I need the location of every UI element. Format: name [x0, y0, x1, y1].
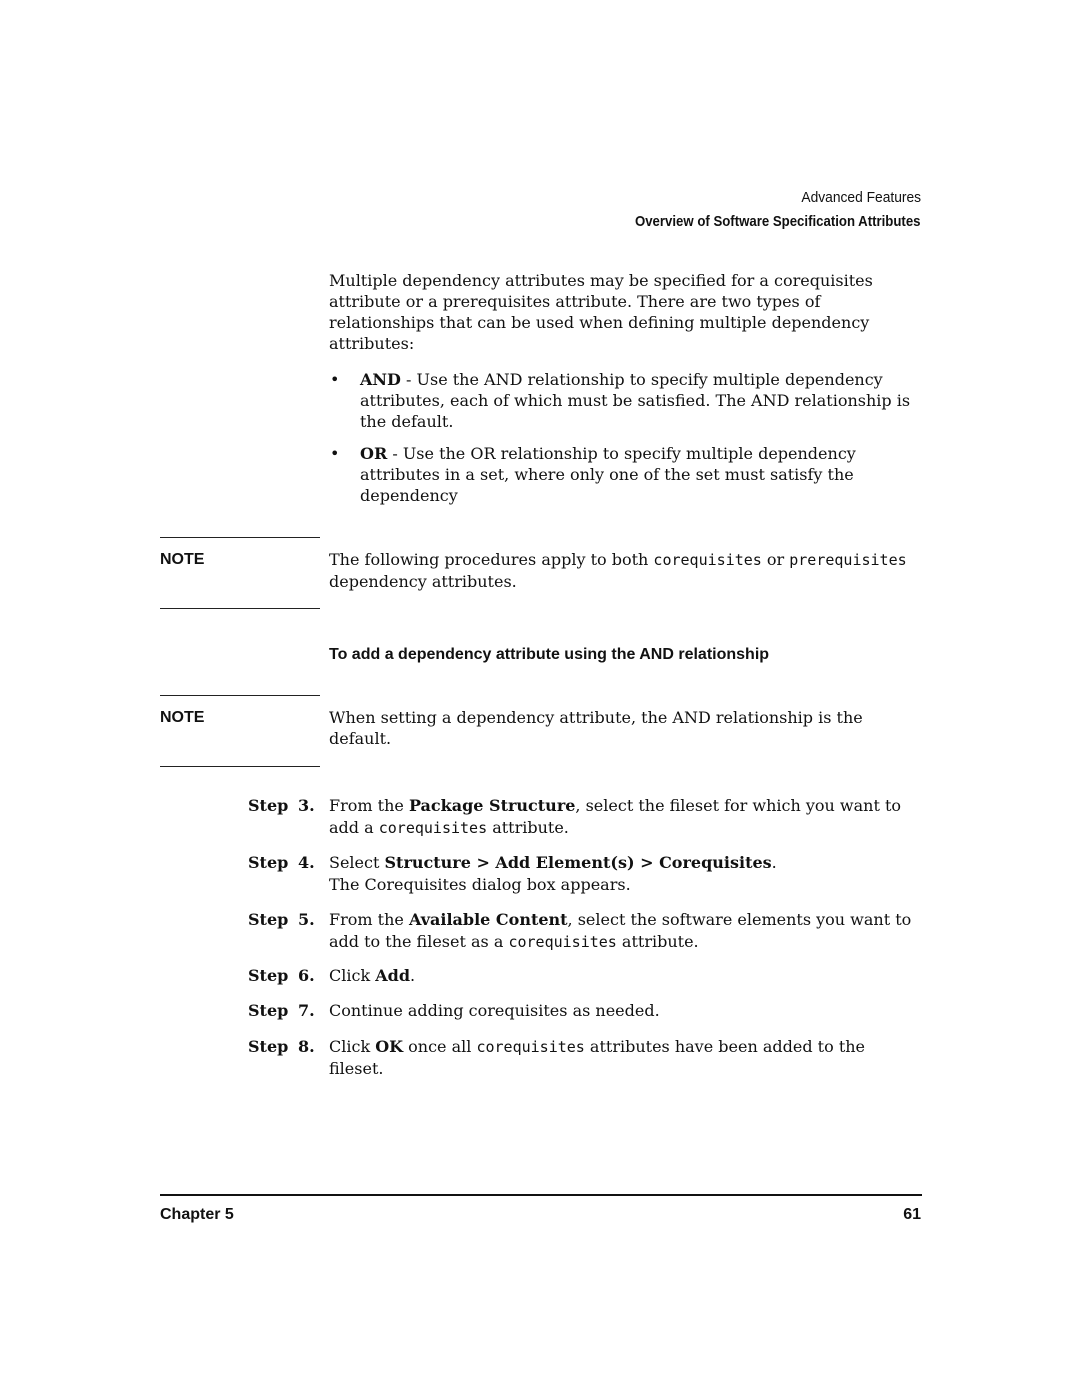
bullet-description: - Use the AND relationship to specify multiple dependency attributes, each of which must be satisfied. The AND relationship is the default.	[360, 370, 911, 431]
step-text-part: , select the software elements you want to add to the fileset as a	[329, 910, 912, 951]
code-corequisites: corequisites	[378, 819, 488, 837]
page-number: 61	[903, 1206, 921, 1223]
step-text-part: .	[410, 966, 416, 985]
step-number: 8.	[298, 1037, 315, 1056]
step-text-part: attribute.	[487, 818, 569, 837]
bullet-term: OR	[360, 444, 388, 463]
procedure-heading: To add a dependency attribute using the AND relationship	[329, 646, 770, 663]
code-prerequisites: prerequisites	[789, 551, 907, 569]
step-label: Step	[248, 910, 289, 929]
step-number: 5.	[298, 910, 315, 929]
ui-label: OK	[375, 1037, 404, 1056]
note-label: NOTE	[160, 551, 205, 568]
step-number: 4.	[298, 853, 315, 872]
step-text-part: attributes have been added to the fileset.	[329, 1037, 866, 1078]
step-text-part: Click	[329, 966, 376, 985]
note-text	[329, 549, 929, 592]
bullet-dot-icon: •	[330, 444, 340, 463]
step-text	[329, 965, 929, 987]
bullet-dot-icon: •	[330, 370, 340, 389]
note-text-part: or	[761, 550, 790, 569]
bullet-description: - Use the OR relationship to specify multiple dependency attributes in a set, where only one of the set must satisfy the dependency	[360, 444, 856, 505]
step-text	[329, 795, 929, 839]
step-text-part: From the	[329, 796, 409, 815]
step-label: Step	[248, 1001, 289, 1020]
note-rule-top	[160, 695, 320, 696]
footer-rule	[160, 1194, 922, 1196]
step-text-part: Select	[329, 853, 385, 872]
step-number: 3.	[298, 796, 315, 815]
note-text-part: The following procedures apply to both	[329, 550, 654, 569]
step-text-part: From the	[329, 910, 409, 929]
step-number: 6.	[298, 966, 315, 985]
bullet-term: AND	[360, 370, 401, 389]
step-label: Step	[248, 853, 289, 872]
note-rule-top	[160, 537, 320, 538]
note-text-part: dependency attributes.	[329, 572, 517, 591]
bullet-or	[360, 443, 870, 506]
bullet-and	[360, 369, 930, 432]
step-label: Step	[248, 966, 289, 985]
ui-label: Structure > Add Element(s) > Corequisites	[384, 853, 772, 872]
step-text-part: Click	[329, 1037, 376, 1056]
ui-label: Package Structure	[408, 796, 576, 815]
step-text	[329, 852, 929, 896]
footer-chapter: Chapter 5	[160, 1206, 234, 1223]
step-text-part: , select the fileset for which you want to add a	[329, 796, 902, 837]
code-corequisites: corequisites	[508, 933, 617, 951]
ui-label: Add	[375, 966, 411, 985]
code-corequisites: corequisites	[653, 551, 762, 569]
step-text	[329, 1036, 899, 1080]
step-text-part: once all	[403, 1037, 477, 1056]
step-text-part: .	[771, 853, 777, 872]
ui-label: Available Content	[408, 910, 568, 929]
step-number: 7.	[298, 1001, 315, 1020]
code-corequisites: corequisites	[476, 1038, 585, 1056]
note-rule-bottom	[160, 608, 320, 609]
intro-paragraph: Multiple dependency attributes may be specified for a corequisites attribute or a prerequisites attribute. There are two types of relationships that can be used when defining multiple dependency attributes:	[329, 271, 873, 353]
step-text-part: The Corequisites dialog box appears.	[329, 875, 631, 894]
running-header-chapter: Advanced Features	[801, 189, 921, 206]
running-header-section: Overview of Software Specification Attributes	[635, 213, 921, 230]
step-label: Step	[248, 796, 289, 815]
note-text: When setting a dependency attribute, the AND relationship is the default.	[329, 708, 863, 748]
note-label: NOTE	[160, 709, 205, 726]
step-label: Step	[248, 1037, 289, 1056]
note-rule-bottom	[160, 766, 320, 767]
step-text-part: attribute.	[616, 932, 699, 951]
step-text	[329, 909, 929, 953]
step-text: Continue adding corequisites as needed.	[329, 1001, 660, 1020]
